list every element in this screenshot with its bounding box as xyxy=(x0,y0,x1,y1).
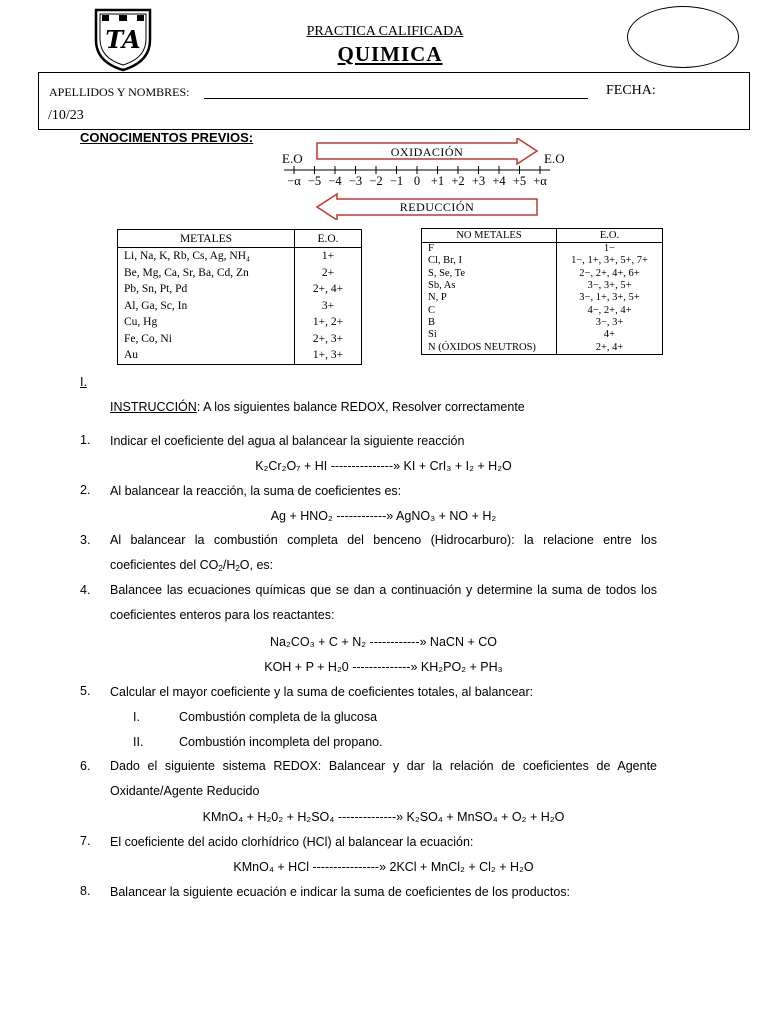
q5-text: Calcular el mayor coeficiente y la suma de coeficientes totales, al balancear: xyxy=(110,685,534,699)
logo-letters: TA xyxy=(105,25,141,54)
metals-eo-cell: 2+, 4+ xyxy=(295,281,362,298)
q5-number: 5. xyxy=(80,684,91,698)
metals-elements-cell: Fe, Co, Ni xyxy=(118,331,295,348)
q8-number: 8. xyxy=(80,884,91,898)
oxidation-reduction-diagram xyxy=(282,138,582,220)
nonmetals-row xyxy=(422,255,663,267)
nonmetals-header: NO METALES xyxy=(422,229,557,243)
q5-sub-1-number: I. xyxy=(133,710,140,724)
nonmetals-elements-cell: S, Se, Te xyxy=(422,268,557,280)
nonmetals-elements-cell: Cl, Br, I xyxy=(422,255,557,267)
student-info-box xyxy=(38,72,750,130)
q4-number: 4. xyxy=(80,583,91,597)
scale-label: −α xyxy=(287,174,301,188)
q3-line-2: coeficientes del $CO_2/H_2O$, es: xyxy=(110,558,274,573)
nonmetals-eo-cell: 4−, 2+, 4+ xyxy=(557,304,663,316)
q2-number: 2. xyxy=(80,483,91,497)
scale-label: +1 xyxy=(430,174,445,188)
nonmetals-row xyxy=(422,268,663,280)
q3-number: 3. xyxy=(80,533,91,547)
equation-4b: KOH + P + H₂0 --------------» KH₂PO₂ + PH₃ xyxy=(264,660,503,674)
nonmetals-eo-cell: 2−, 2+, 4+, 6+ xyxy=(557,268,663,280)
metals-row xyxy=(118,265,362,282)
nonmetals-row xyxy=(422,243,663,256)
metals-elements-cell: Cu, Hg xyxy=(118,314,295,331)
equation-4a: Na₂CO₃ + C + N₂ ------------» NaCN + CO xyxy=(270,635,497,649)
metals-elements-cell: Be, Mg, Ca, Sr, Ba, Cd, Zn xyxy=(118,265,295,282)
name-field[interactable] xyxy=(204,98,588,99)
equation-7: KMnO₄ + HCl ----------------» 2KCl + MnCl₂ + Cl₂ + H₂O xyxy=(233,860,534,874)
metals-row xyxy=(118,298,362,315)
nonmetals-elements-cell: N, P xyxy=(422,292,557,304)
metals-row xyxy=(118,281,362,298)
q6-line-2: Oxidante/Agente Reducido xyxy=(110,784,260,798)
q4-line-2: coeficientes enteros para los reactantes: xyxy=(110,608,335,622)
q5-sub-2-number: II. xyxy=(133,735,144,749)
nonmetals-eo-cell: 3−, 3+ xyxy=(557,317,663,329)
metals-header: METALES xyxy=(118,230,295,248)
q5-sub-2-text: Combustión incompleta del propano. xyxy=(179,735,383,749)
metals-table xyxy=(117,229,362,365)
q7-number: 7. xyxy=(80,834,91,848)
equation-6: KMnO₄ + H₂0₂ + H₂SO₄ --------------» K₂SO₄ + MnSO₄ + O₂ + H₂O xyxy=(202,810,565,824)
metals-eo-header: E.O. xyxy=(295,230,362,248)
q4-line-1: Balancee las ecuaciones químicas que se dan a continuación y determine la suma de todos los xyxy=(110,583,657,597)
metals-elements-cell: Al, Ga, Sc, In xyxy=(118,298,295,315)
scale-label: +α xyxy=(533,174,547,188)
metals-elements-cell: Au xyxy=(118,347,295,364)
nonmetals-row xyxy=(422,329,663,341)
nonmetals-row xyxy=(422,292,663,304)
metals-row xyxy=(118,347,362,364)
nonmetals-eo-cell: 3−, 1+, 3+, 5+ xyxy=(557,292,663,304)
q8-text: Balancear la siguiente ecuación e indicar la suma de coeficientes de los productos: xyxy=(110,885,570,899)
q3-text xyxy=(110,528,657,581)
q6-line-1: Dado el siguiente sistema REDOX: Balancear y dar la relación de coeficientes de Agente xyxy=(110,759,657,773)
scale-label: +2 xyxy=(451,174,465,188)
equation-1: K₂Cr₂O₇ + HI ---------------» KI + CrI₃ + I₂ + H₂O xyxy=(255,459,512,473)
metals-eo-cell: 1+ xyxy=(295,248,362,265)
q1-text: Indicar el coeficiente del agua al balancear la siguiente reacción xyxy=(110,434,465,448)
scale-label: −5 xyxy=(307,174,322,188)
q7-text: El coeficiente del acido clorhídrico (HCl) al balancear la ecuación: xyxy=(110,835,474,849)
nonmetals-elements-cell: Sb, As xyxy=(422,280,557,292)
nonmetals-row xyxy=(422,341,663,354)
nonmetals-row xyxy=(422,317,663,329)
nonmetals-eo-header: E.O. xyxy=(557,229,663,243)
nonmetals-elements-cell: Si xyxy=(422,329,557,341)
metals-row xyxy=(118,314,362,331)
metals-eo-cell: 1+, 2+ xyxy=(295,314,362,331)
scale-label: +3 xyxy=(471,174,486,188)
metals-eo-cell: 2+ xyxy=(295,265,362,282)
q6-number: 6. xyxy=(80,759,91,773)
eo-right-label: E.O xyxy=(544,151,565,166)
section-roman: I. xyxy=(80,375,87,389)
metals-eo-cell: 2+, 3+ xyxy=(295,331,362,348)
eo-left-label: E.O xyxy=(282,151,303,166)
oxidation-label: OXIDACIÓN xyxy=(390,145,464,159)
equation-2: Ag + HNO₂ ------------» AgNO₃ + NO + H₂ xyxy=(270,509,497,523)
school-logo xyxy=(92,6,154,72)
date-value: /10/23 xyxy=(48,108,84,123)
grade-oval xyxy=(627,6,739,68)
nonmetals-eo-cell: 1− xyxy=(557,243,663,256)
q6-text xyxy=(110,754,657,804)
instruction-label: INSTRUCCIÓN xyxy=(110,400,197,414)
metals-row xyxy=(118,331,362,348)
instruction xyxy=(110,399,525,415)
q3-line-1: Al balancear la combustión completa del benceno (Hidrocarburo): la relacione entre los xyxy=(110,533,657,547)
nonmetals-row xyxy=(422,304,663,316)
nonmetals-elements-cell: N (ÓXIDOS NEUTROS) xyxy=(422,341,557,354)
nonmetals-eo-cell: 2+, 4+ xyxy=(557,341,663,354)
nonmetals-eo-cell: 1−, 1+, 3+, 5+, 7+ xyxy=(557,255,663,267)
nonmetals-elements-cell: B xyxy=(422,317,557,329)
instruction-text: : A los siguientes balance REDOX, Resolver correctamente xyxy=(196,400,525,414)
reduction-label: REDUCCIÓN xyxy=(399,200,475,214)
metals-elements-cell: Li, Na, K, Rb, Cs, Ag, NH₄ xyxy=(118,248,295,265)
nonmetals-elements-cell: F xyxy=(422,243,557,256)
scale-label: −2 xyxy=(369,174,383,188)
nonmetals-table xyxy=(421,228,663,355)
scale-label: −4 xyxy=(328,174,342,188)
scale-label: −1 xyxy=(389,174,404,188)
metals-eo-cell: 3+ xyxy=(295,298,362,315)
nonmetals-eo-cell: 4+ xyxy=(557,329,663,341)
scale-label: −3 xyxy=(348,174,363,188)
metals-row xyxy=(118,248,362,265)
subject-title: QUIMICA xyxy=(337,42,443,66)
nonmetals-eo-cell: 3−, 3+, 5+ xyxy=(557,280,663,292)
date-label: FECHA: xyxy=(606,83,656,98)
q4-text xyxy=(110,578,657,628)
previous-knowledge-heading: CONOCIMENTOS PREVIOS: xyxy=(80,130,254,145)
nonmetals-elements-cell: C xyxy=(422,304,557,316)
name-label: APELLIDOS Y NOMBRES: xyxy=(49,85,190,99)
scale-label: +5 xyxy=(512,174,527,188)
scale-label: 0 xyxy=(413,174,421,188)
practice-title: PRACTICA CALIFICADA xyxy=(306,24,464,39)
metals-eo-cell: 1+, 3+ xyxy=(295,347,362,364)
nonmetals-row xyxy=(422,280,663,292)
metals-elements-cell: Pb, Sn, Pt, Pd xyxy=(118,281,295,298)
q2-text: Al balancear la reacción, la suma de coeficientes es: xyxy=(110,484,402,498)
q1-number: 1. xyxy=(80,433,91,447)
q5-sub-1-text: Combustión completa de la glucosa xyxy=(179,710,378,724)
scale-label: +4 xyxy=(492,174,506,188)
